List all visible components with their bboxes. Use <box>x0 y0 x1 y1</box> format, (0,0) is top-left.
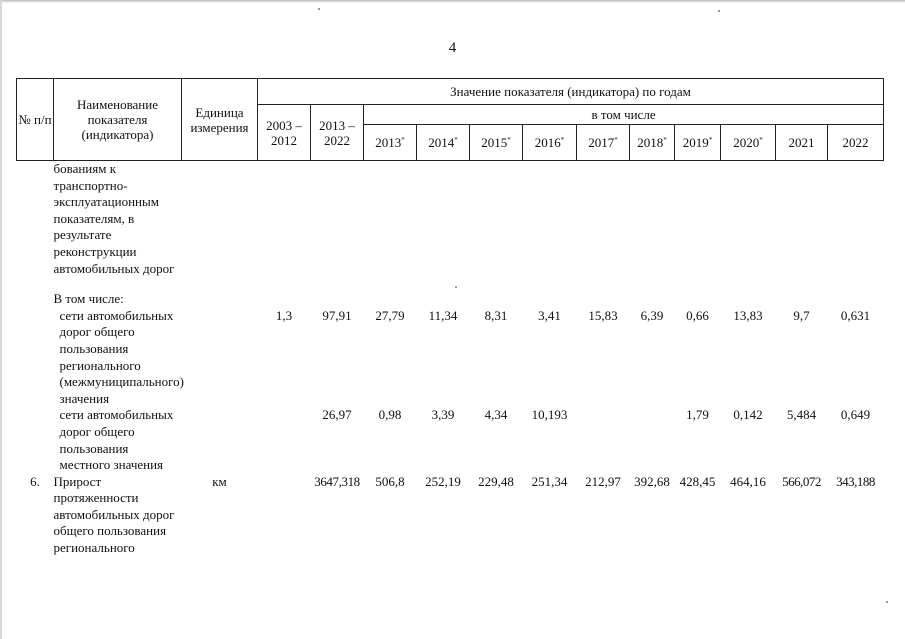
value-cell: 566,072 <box>782 473 821 489</box>
header-year: 2022 <box>828 125 884 161</box>
scan-speck <box>886 601 888 603</box>
indicator-name: сети автомобильных дорог общего пользования местного значения <box>59 407 174 473</box>
header-year: 2021 <box>776 125 828 161</box>
header-year: 2019* <box>675 125 721 161</box>
footnote-mark: * <box>614 136 618 144</box>
header-unit: Единица измерения <box>182 79 258 161</box>
value-cell <box>258 407 311 473</box>
value-cell: 506,8 <box>375 473 405 489</box>
scan-edge <box>0 0 2 639</box>
header-year: 2020* <box>721 125 776 161</box>
indicator-name: Прирост протяженности автомобильных дорог общего пользования регионального <box>53 473 175 556</box>
indicator-name: бованиям к транспортно-эксплуатационным показателям, в результате реконструкции автомобильных дорог <box>53 161 175 276</box>
indicator-unit: км <box>212 473 227 489</box>
value-cell: 0,98 <box>378 407 402 423</box>
indicator-number: 6. <box>30 473 40 489</box>
footnote-mark: * <box>507 136 511 144</box>
table-row <box>17 161 884 278</box>
footnote-mark: * <box>759 136 763 144</box>
value-cell: 0,649 <box>840 407 871 423</box>
value-cell: 251,34 <box>531 473 568 489</box>
value-cell: 10,193 <box>531 407 568 423</box>
header-including: в том числе <box>364 105 884 125</box>
header-year: 2013* <box>364 125 417 161</box>
value-cell: 26,97 <box>322 407 352 423</box>
header-year: 2018* <box>630 125 675 161</box>
indicator-name: сети автомобильных дорог общего пользования регионального (межмуниципального) значения <box>59 307 184 406</box>
footnote-mark: * <box>708 136 713 144</box>
value-cell: 0,631 <box>840 308 871 324</box>
value-cell: 212,97 <box>585 473 621 489</box>
value-cell <box>577 407 630 473</box>
value-cell <box>630 407 675 473</box>
value-cell: 252,19 <box>425 473 461 489</box>
table-row <box>17 407 884 473</box>
value-cell: 3647,318 <box>314 473 360 489</box>
header-year: 2015* <box>470 125 523 161</box>
header-name: Наименование показателя (индикатора) <box>54 79 182 161</box>
value-cell: 343,188 <box>836 473 875 489</box>
value-cell: 229,48 <box>478 473 514 489</box>
value-cell: 6,39 <box>640 308 664 324</box>
footnote-mark: * <box>454 136 458 144</box>
page-number: 4 <box>448 40 457 56</box>
scan-speck <box>455 286 457 288</box>
table-row <box>17 291 884 407</box>
footnote-mark: * <box>663 136 667 144</box>
header-year: 2016* <box>523 125 577 161</box>
indicator-lead: В том числе: <box>53 291 124 307</box>
footnote-mark: * <box>560 136 565 144</box>
value-cell: 3,41 <box>538 308 561 324</box>
value-cell: 428,45 <box>679 473 716 489</box>
header-num: № п/п <box>17 79 54 161</box>
value-cell: 11,34 <box>428 308 458 324</box>
footnote-mark: * <box>401 136 405 144</box>
value-cell: 392,68 <box>634 473 670 489</box>
value-cell: 1,79 <box>686 407 709 423</box>
header-period-2003-2012: 2003 – 2012 <box>258 105 311 161</box>
table-row <box>17 474 884 557</box>
value-cell: 97,91 <box>322 308 352 324</box>
scan-speck <box>718 10 720 12</box>
scan-edge <box>0 0 905 3</box>
value-cell: 13,83 <box>733 308 763 324</box>
indicator-table <box>16 78 884 557</box>
value-cell: 15,83 <box>588 308 618 324</box>
value-cell: 9,7 <box>793 308 810 324</box>
value-cell: 27,79 <box>375 308 405 324</box>
scan-speck <box>318 8 320 10</box>
header-year: 2014* <box>417 125 470 161</box>
value-cell <box>258 474 311 557</box>
value-cell: 0,142 <box>733 407 763 423</box>
header-year: 2017* <box>577 125 630 161</box>
value-cell: 8,31 <box>484 308 508 324</box>
header-period-2013-2022: 2013 – 2022 <box>311 105 364 161</box>
value-cell: 1,3 <box>275 308 293 324</box>
value-cell: 0,66 <box>686 308 709 324</box>
value-cell: 464,16 <box>730 473 766 489</box>
value-cell: 4,34 <box>484 407 508 423</box>
header-values-title: Значение показателя (индикатора) по годам <box>258 79 884 105</box>
value-cell: 5,484 <box>786 407 817 423</box>
value-cell: 3,39 <box>431 407 455 423</box>
